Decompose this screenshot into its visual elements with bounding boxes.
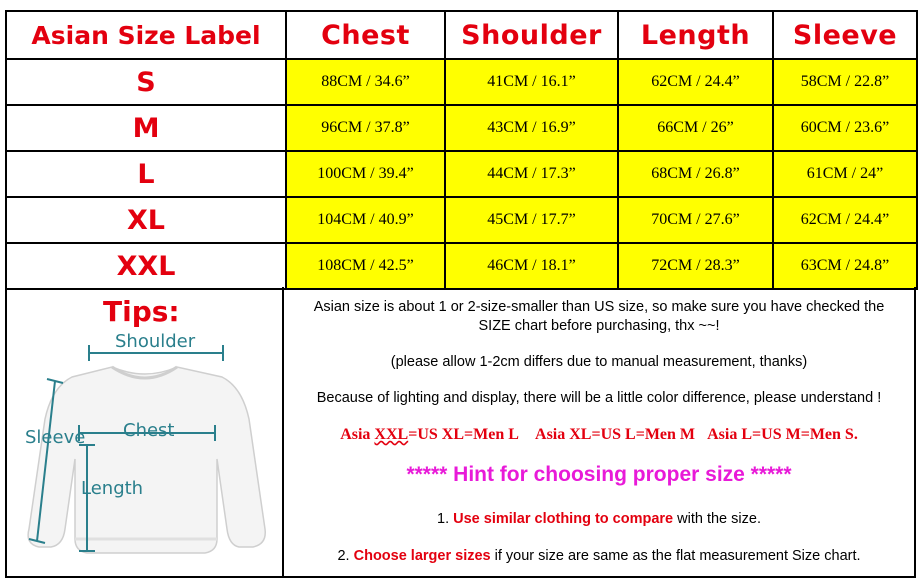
sleeve-cell: 60CM / 23.6” — [773, 105, 917, 151]
info-line-1a: Asian size is about 1 or 2-size-smaller than US size, so make sure you have checked the — [313, 299, 885, 315]
tip-2 — [284, 548, 914, 564]
shoulder-cell: 46CM / 18.1” — [445, 243, 618, 289]
tip-2-highlight: Choose larger sizes — [353, 548, 491, 564]
header-shoulder: Shoulder — [445, 11, 618, 59]
sweatshirt-diagram — [17, 329, 277, 569]
tips-title: Tips: — [103, 295, 180, 328]
table-header-row — [6, 11, 917, 59]
chest-cell: 96CM / 37.8” — [286, 105, 445, 151]
tip-2-number: 2. — [337, 548, 354, 564]
tip-2-rest: if your size are same as the flat measurement Size chart. — [490, 548, 861, 564]
asia-conversion-line — [284, 426, 914, 444]
table-row — [6, 243, 917, 289]
shoulder-cell: 43CM / 16.9” — [445, 105, 618, 151]
table-row — [6, 59, 917, 105]
chest-cell: 100CM / 39.4” — [286, 151, 445, 197]
size-table — [5, 10, 918, 290]
length-cell: 68CM / 26.8” — [618, 151, 773, 197]
info-line-2: (please allow 1-2cm differs due to manual measurement, thanks) — [390, 354, 808, 370]
sleeve-label: Sleeve — [25, 427, 86, 448]
header-chest: Chest — [286, 11, 445, 59]
table-row — [6, 197, 917, 243]
shoulder-cell: 44CM / 17.3” — [445, 151, 618, 197]
asia-rest-1: =US XL=Men L — [408, 426, 519, 443]
header-size-label: Asian Size Label — [6, 11, 286, 59]
size-cell: XXL — [6, 243, 286, 289]
info-line-1b: SIZE chart before purchasing, thx ~~! — [478, 318, 720, 334]
asia-conversion-3: Asia L=US M=Men S. — [707, 426, 858, 443]
tip-1-number: 1. — [437, 511, 454, 527]
length-cell: 66CM / 26” — [618, 105, 773, 151]
chest-label: Chest — [123, 420, 175, 441]
header-length: Length — [618, 11, 773, 59]
size-cell: L — [6, 151, 286, 197]
size-cell: S — [6, 59, 286, 105]
info-line-3: Because of lighting and display, there will be a little color difference, please understand ! — [316, 390, 882, 406]
sleeve-cell: 62CM / 24.4” — [773, 197, 917, 243]
length-cell: 70CM / 27.6” — [618, 197, 773, 243]
tip-1-rest: with the size. — [673, 511, 761, 527]
info-panel — [284, 287, 916, 578]
table-row — [6, 151, 917, 197]
sleeve-cell: 61CM / 24” — [773, 151, 917, 197]
sweatshirt-shape — [28, 367, 265, 553]
length-cell: 72CM / 28.3” — [618, 243, 773, 289]
hint-title: ***** Hint for choosing proper size ***** — [406, 463, 792, 486]
size-cell: M — [6, 105, 286, 151]
size-cell: XL — [6, 197, 286, 243]
chest-cell: 88CM / 34.6” — [286, 59, 445, 105]
shoulder-cell: 45CM / 17.7” — [445, 197, 618, 243]
tip-1-highlight: Use similar clothing to compare — [453, 511, 674, 527]
length-cell: 62CM / 24.4” — [618, 59, 773, 105]
chest-cell: 104CM / 40.9” — [286, 197, 445, 243]
table-row — [6, 105, 917, 151]
tips-panel — [5, 287, 284, 578]
asia-prefix: Asia — [340, 426, 375, 443]
header-sleeve: Sleeve — [773, 11, 917, 59]
sleeve-cell: 63CM / 24.8” — [773, 243, 917, 289]
hint-line — [284, 463, 914, 487]
asia-xxl: XXL — [374, 426, 409, 443]
length-label: Length — [81, 478, 144, 499]
tip-1 — [284, 511, 914, 527]
sleeve-cell: 58CM / 22.8” — [773, 59, 917, 105]
chest-cell: 108CM / 42.5” — [286, 243, 445, 289]
shoulder-label: Shoulder — [115, 331, 196, 352]
asia-conversion-2: Asia XL=US L=Men M — [535, 426, 696, 443]
shoulder-cell: 41CM / 16.1” — [445, 59, 618, 105]
